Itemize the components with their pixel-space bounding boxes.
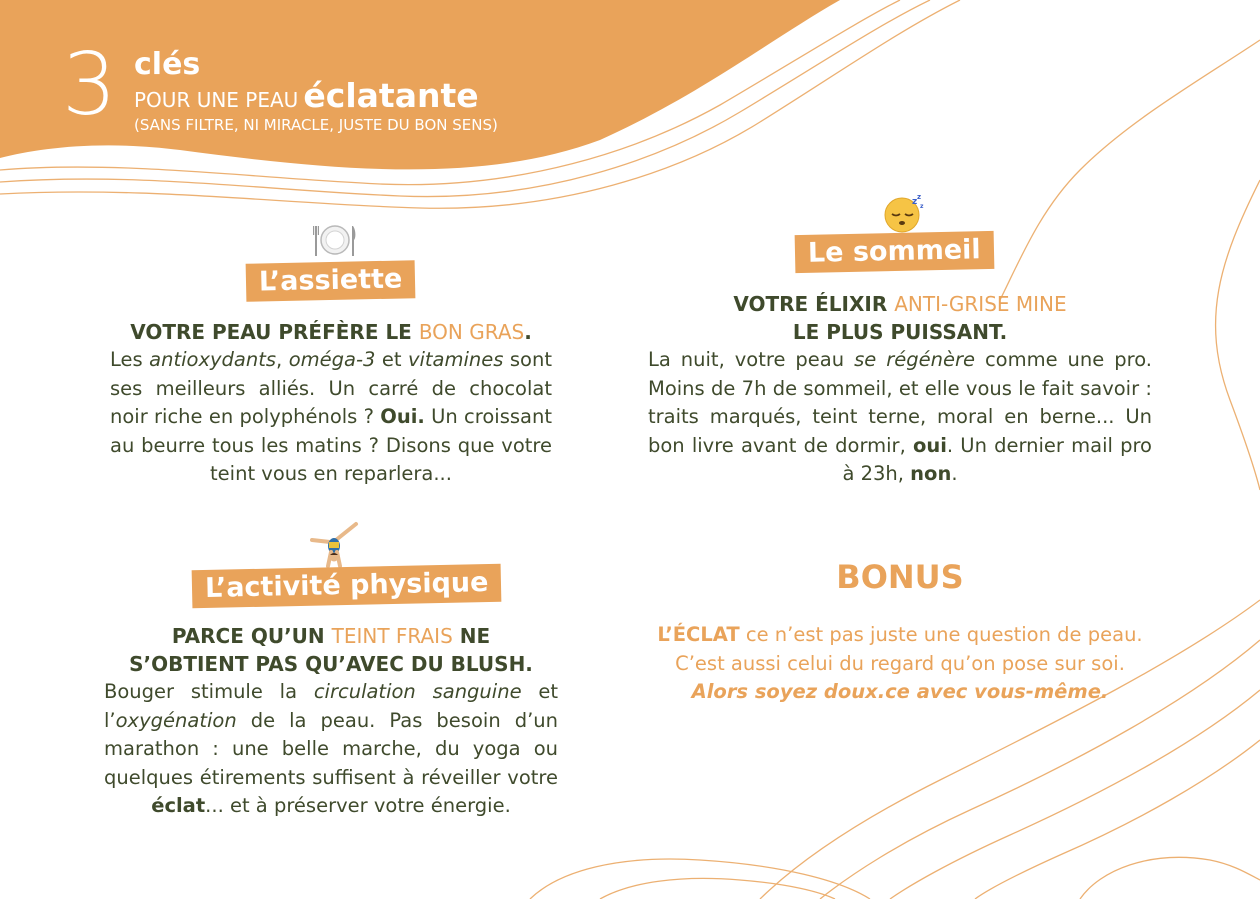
header-number: 3 xyxy=(62,35,117,135)
sommeil-lead-text: LE PLUS PUISSANT. xyxy=(792,320,1008,344)
activite-lead-text: PARCE QU’UN xyxy=(171,624,332,648)
bonus-line-1-text: ce n’est pas juste une question de peau. xyxy=(739,623,1143,646)
svg-text:z: z xyxy=(917,193,922,201)
assiette-lead-accent: BON GRAS xyxy=(418,320,525,344)
assiette-body-text: sont ses meilleurs alliés. Un carré de chocolat noir riche en polyphénols ? xyxy=(110,348,552,428)
sommeil-lead-accent: ANTI-GRISE MINE xyxy=(894,292,1067,316)
bonus-title: BONUS xyxy=(836,558,964,596)
sommeil-lead xyxy=(648,290,1152,346)
assiette-body-text: Les xyxy=(110,348,150,371)
activite-body-text: et l’ xyxy=(104,680,559,732)
bonus-line-2: C’est aussi celui du regard qu’on pose sur soi. xyxy=(675,651,1125,675)
bonus-body xyxy=(600,621,1200,707)
section-title-sommeil: Le sommeil xyxy=(795,231,994,273)
sommeil-body-bold: non xyxy=(910,462,952,485)
assiette-body-italic: oméga-3 xyxy=(288,348,376,371)
svg-text:z: z xyxy=(912,197,918,207)
assiette-body-italic: vitamines xyxy=(407,348,504,371)
sommeil-body xyxy=(648,346,1152,489)
activite-lead-text: NE xyxy=(452,624,491,648)
bonus-line-1 xyxy=(600,621,1200,650)
assiette-body-text: Un croissant au beurre tous les matins ? Disons que votre teint vous en reparlera... xyxy=(110,405,552,485)
activite-body-text: ... et à préserver votre énergie. xyxy=(205,794,511,817)
header-subtitle xyxy=(134,76,498,118)
section-assiette xyxy=(110,318,552,489)
activite-body-bold: éclat xyxy=(151,794,206,817)
sommeil-body-text: comme une pro. Moins de 7h de sommeil, et elle vous le fait savoir : traits marqués, teint terne, moral en berne... Un bon livre avant de dormir, xyxy=(648,348,1152,457)
sleeping-face-icon xyxy=(882,192,926,234)
assiette-body xyxy=(110,346,552,489)
plate-icon xyxy=(312,220,358,260)
header-word: clés xyxy=(134,47,201,82)
activite-body-text: Bouger stimule la xyxy=(104,680,314,703)
sommeil-body-text: . xyxy=(951,462,958,485)
assiette-lead xyxy=(110,318,552,346)
section-title-activite: L’activité physique xyxy=(192,564,502,608)
section-sommeil xyxy=(648,290,1152,489)
sommeil-body-italic: se régénère xyxy=(854,348,975,371)
sommeil-body-bold: oui xyxy=(912,433,947,457)
section-title-assiette: L’assiette xyxy=(246,260,416,302)
sommeil-lead-text: VOTRE ÉLIXIR xyxy=(733,292,895,316)
cartwheel-icon xyxy=(306,520,362,570)
section-activite xyxy=(104,622,558,821)
header-subtitle-emphasis: éclatante xyxy=(303,76,479,115)
header-subtitle-prefix: POUR UNE PEAU xyxy=(134,88,299,112)
assiette-body-text: et xyxy=(375,348,408,371)
bonus-line-3: Alors soyez doux.ce avec vous-même. xyxy=(691,680,1109,703)
activite-body xyxy=(104,678,558,821)
sommeil-body-text: . Un dernier mail pro à 23h, xyxy=(842,433,1152,485)
assiette-lead-text: VOTRE PEAU PRÉFÈRE LE xyxy=(130,320,419,344)
activite-body-text: de la peau. Pas besoin d’un marathon : une belle marche, du yoga ou quelques étirements suffisent à réveiller votre xyxy=(104,708,558,789)
activite-body-italic: circulation sanguine xyxy=(313,680,522,703)
activite-lead-accent: TEINT FRAIS xyxy=(331,624,453,648)
activite-lead xyxy=(104,622,558,678)
activite-lead-text: S’OBTIENT PAS QU’AVEC DU BLUSH. xyxy=(129,652,533,676)
svg-text:z: z xyxy=(920,203,924,210)
sommeil-body-text: La nuit, votre peau xyxy=(648,348,855,371)
header-text xyxy=(134,48,498,134)
bonus-eclat: L’ÉCLAT xyxy=(657,623,740,646)
assiette-lead-end: . xyxy=(524,320,532,344)
assiette-body-bold: Oui. xyxy=(380,405,425,428)
assiette-body-text: , xyxy=(276,348,289,371)
assiette-body-italic: antioxydants xyxy=(149,348,277,371)
activite-body-italic: oxygénation xyxy=(115,708,237,732)
header-tagline: (SANS FILTRE, NI MIRACLE, JUSTE DU BON SENS) xyxy=(134,116,498,134)
